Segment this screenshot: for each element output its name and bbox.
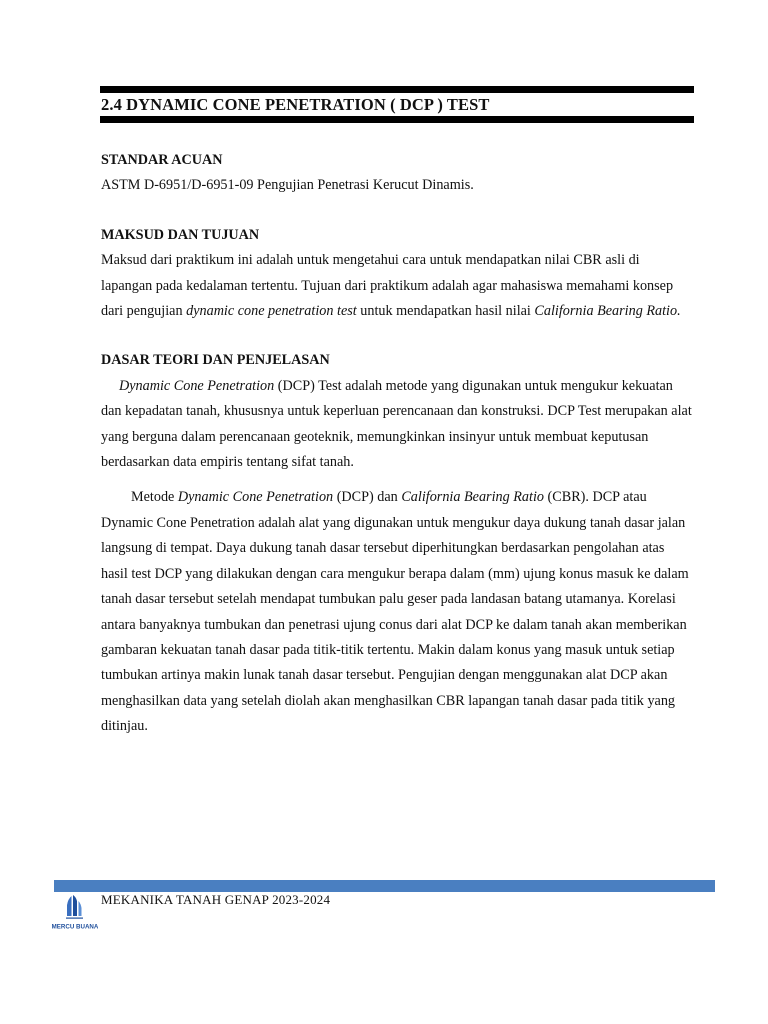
- footer-course-title: MEKANIKA TANAH GENAP 2023-2024: [101, 892, 331, 907]
- dasar-p2-emphasis-dcp: Dynamic Cone Penetration: [177, 489, 334, 506]
- maksud-emphasis-dcp-test: dynamic cone penetration test: [186, 303, 357, 320]
- dasar-p2-text-a: Metode: [131, 489, 178, 506]
- dasar-p1-text: (DCP) Test adalah metode yang digunakan untuk mengukur kekuatan dan kepadatan tanah, khususnya untuk keperluan perencanaan dan konstruksi. DCP Test merupakan alat yang berguna dalam perencanaan geoteknik, memungkinkan insinyur untuk membuat keputusan berdasarkan data empiris tentang sifat tanah.: [101, 377, 692, 471]
- title-rule-bottom: [100, 116, 694, 123]
- dasar-teori-paragraph-1: [101, 374, 693, 476]
- spacer: [101, 199, 693, 223]
- document-body: [101, 148, 693, 740]
- heading-maksud-tujuan: MAKSUD DAN TUJUAN: [101, 226, 260, 243]
- maksud-emphasis-cbr: California Bearing Ratio.: [534, 303, 681, 320]
- dasar-p2-text-c: (CBR). DCP atau Dynamic Cone Penetration adalah alat yang digunakan untuk mengukur daya dukung tanah dasar jalan langsung di tempat. Daya dukung tanah dasar tersebut diperhitungkan berdasarkan pengolahan atas hasil test DCP yang dilakukan dengan cara mengukur berapa dalam (mm) ujung konus masuk ke dalam tanah dasar tersebut setelah mendapat tumbukan palu geser pada landasan batang utamanya. Korelasi antara banyaknya tumbukan dan penetrasi ujung conus dari alat DCP ke dalam tanah akan memberikan gambaran kekuatan tanah dasar pada titik-titik tertentu. Makin dalam konus yang masuk untuk setiap tumbukan artinya makin lunak tanah dasar tersebut. Pengujian dengan menggunakan alat DCP akan menghasilkan data yang setelah diolah akan menghasilkan CBR lapangan tanah dasar pada titik yang ditinjau.: [101, 489, 689, 735]
- heading-standar-acuan: STANDAR ACUAN: [101, 152, 223, 168]
- footer-accent-bar: [54, 880, 715, 892]
- maksud-tujuan-paragraph: [101, 248, 693, 324]
- maksud-text-b: untuk mendapatkan hasil nilai: [356, 303, 535, 320]
- section-title: 2.4 DYNAMIC CONE PENETRATION ( DCP ) TEST: [101, 95, 490, 114]
- title-rule-top: [100, 86, 694, 93]
- dasar-p2-emphasis-cbr: California Bearing Ratio: [401, 489, 544, 506]
- spacer: [101, 324, 693, 348]
- mercu-buana-logo: [52, 895, 98, 931]
- university-logo-icon: [52, 895, 98, 931]
- dasar-p1-emphasis: Dynamic Cone Penetration: [119, 377, 275, 394]
- logo-caption: MERCU BUANA: [52, 923, 98, 931]
- dasar-p2-text-b: (DCP) dan: [333, 489, 402, 506]
- maksud-text-a: Maksud dari praktikum ini adalah untuk mengetahui cara untuk mendapatkan nilai CBR asli di lapangan pada kedalaman tertentu. Tujuan dari praktikum adalah agar mahasiswa memahami konsep dari pengujian: [101, 252, 674, 320]
- spacer: [101, 475, 693, 485]
- standar-acuan-text: ASTM D-6951/D-6951-09 Pengujian Penetrasi Kerucut Dinamis.: [101, 177, 474, 194]
- dasar-teori-paragraph-2: [101, 485, 693, 739]
- heading-dasar-teori: DASAR TEORI DAN PENJELASAN: [101, 352, 330, 369]
